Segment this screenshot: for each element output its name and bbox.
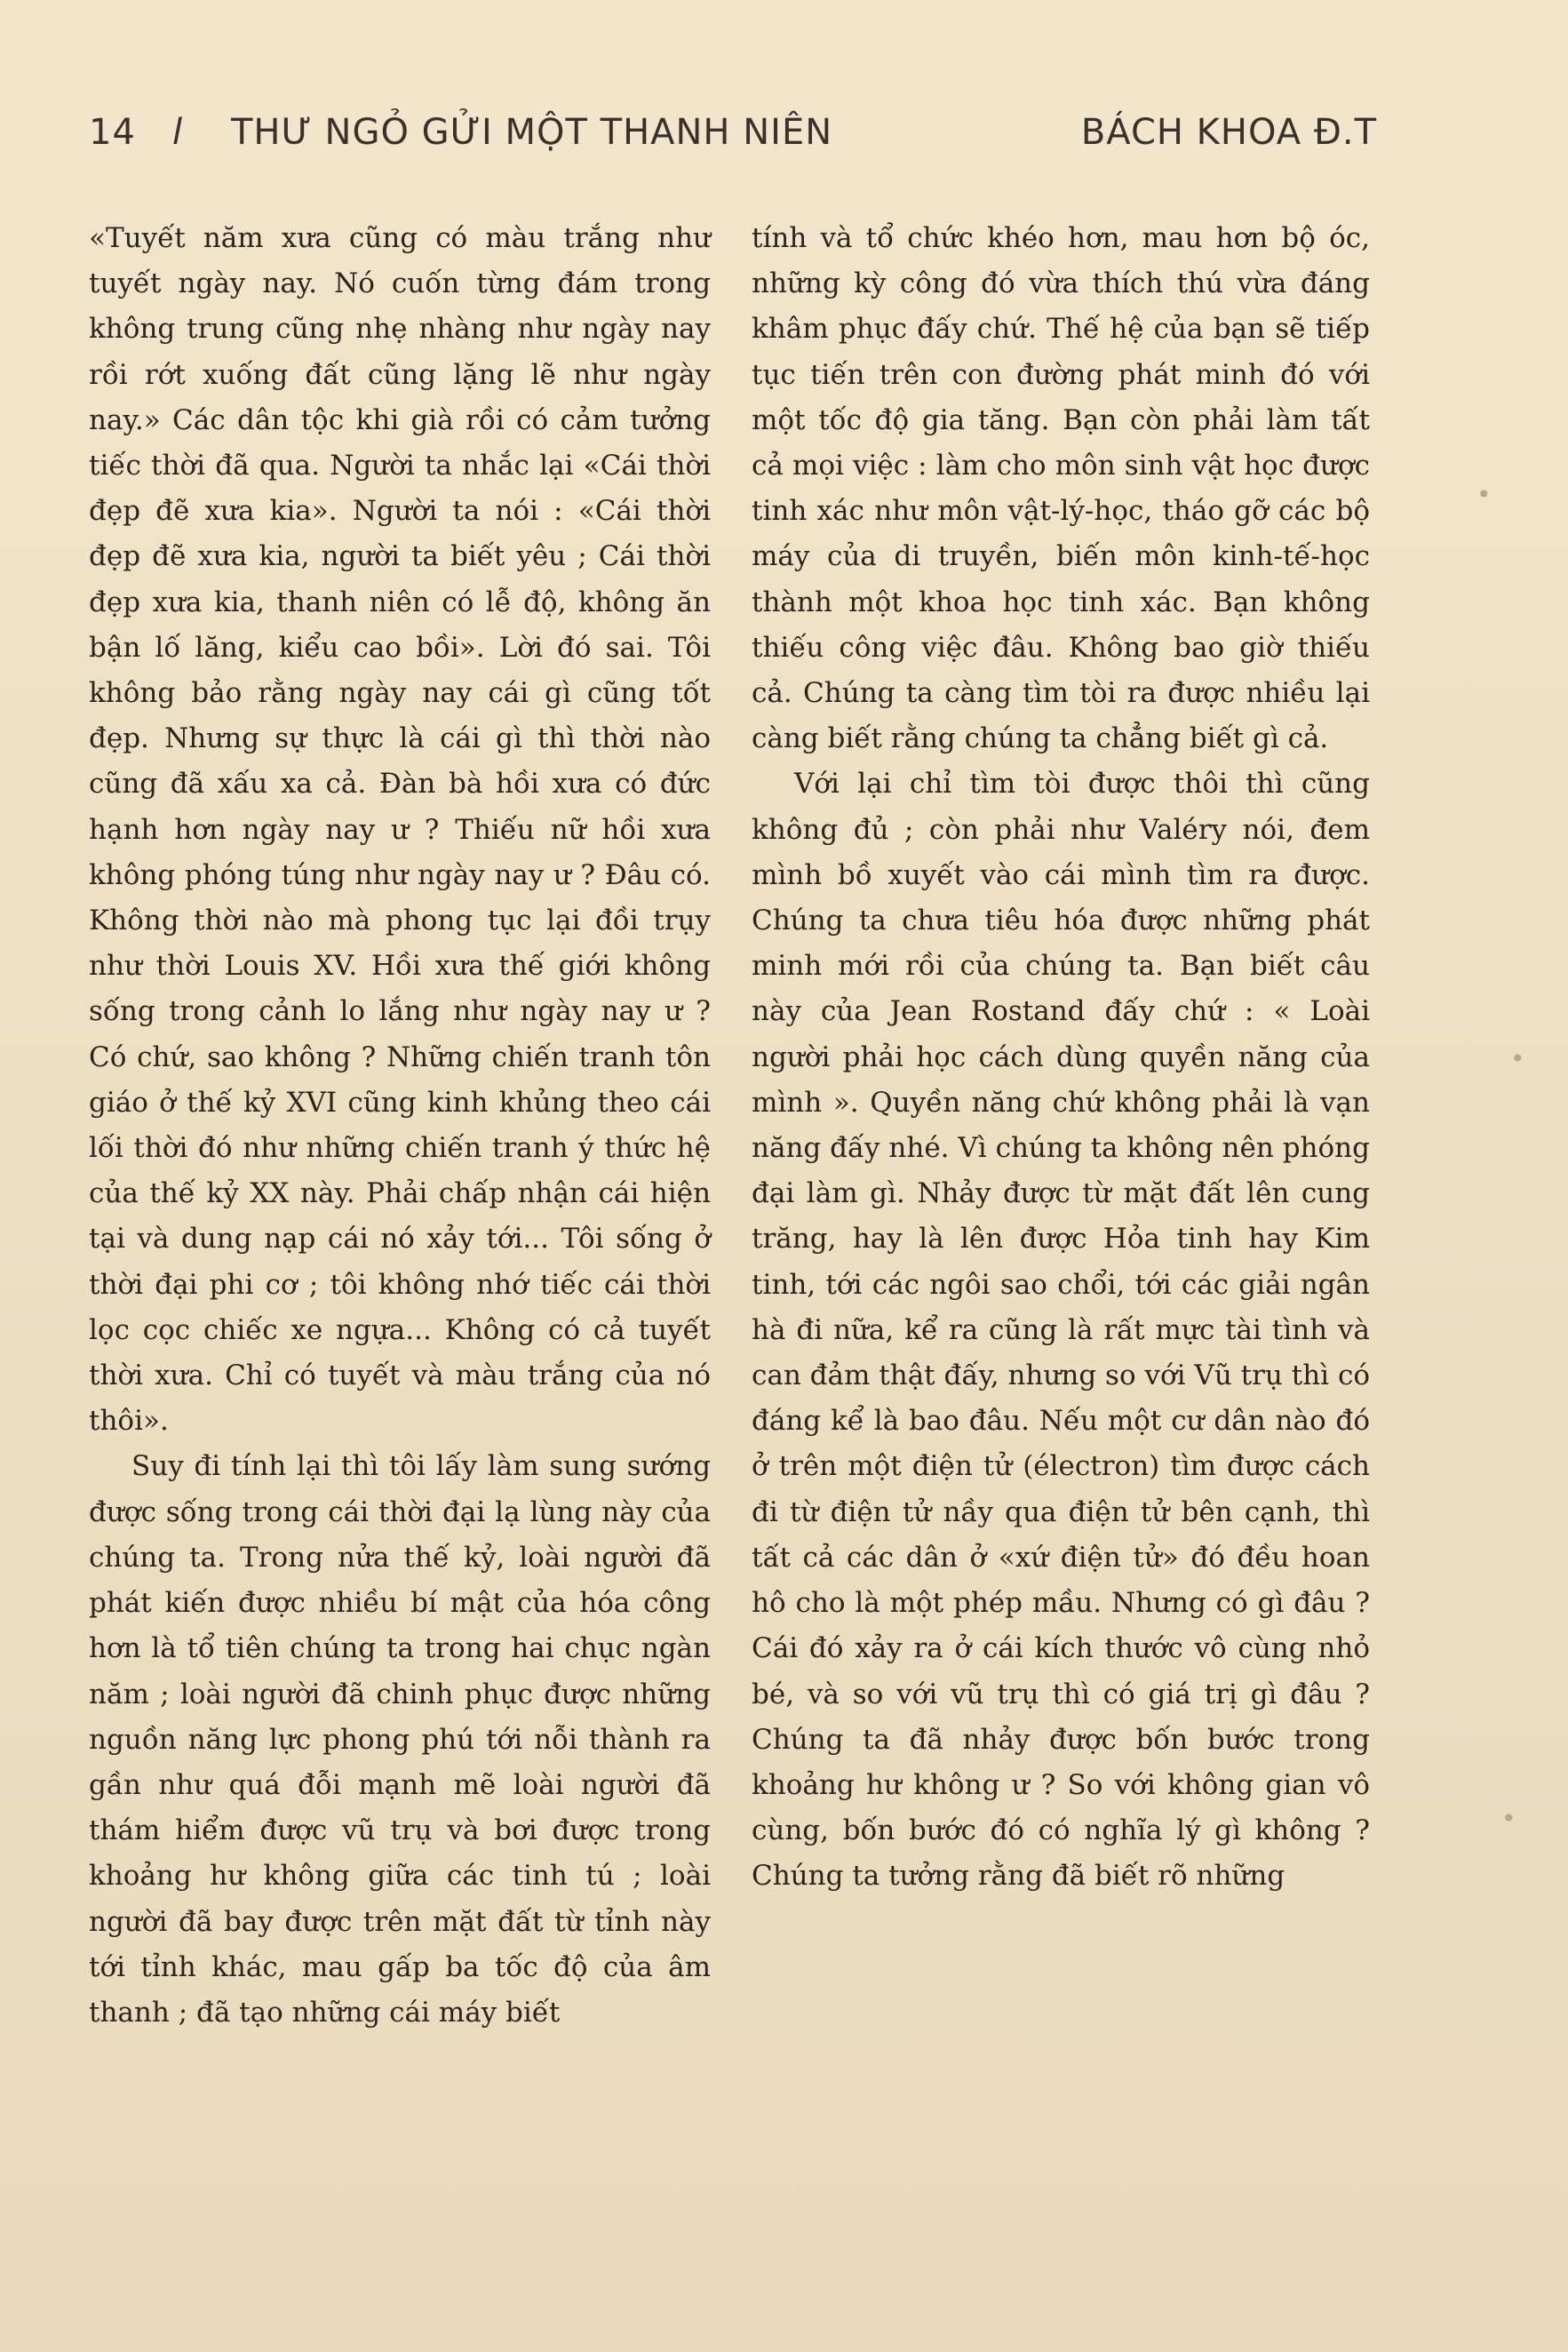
paragraph: Với lại chỉ tìm tòi được thôi thì cũng không đủ ; còn phải như Valéry nói, đem mình bồ xuyết vào cái mình tìm ra được. Chúng ta chưa tiêu hóa được những phát minh mới rồi của chúng ta. Bạn biết câu này của Jean Rostand đấy chứ : « Loài người phải học cách dùng quyền năng của mình ». Quyền năng chứ không phải là vạn năng đấy nhé. Vì chúng ta không nên phóng đại làm gì. Nhảy được từ mặt đất lên cung trăng, hay là lên được Hỏa tinh hay Kim tinh, tới các ngôi sao chổi, tới các giải ngân hà đi nữa, kể ra cũng là rất mực tài tình và can đảm thật đấy, nhưng so với Vũ trụ thì có đáng kể là bao đâu. Nếu một cư dân nào đó ở trên một điện tử (électron) tìm được cách đi từ điện tử nầy qua điện tử bên cạnh, thì tất cả các dân ở «xứ điện tử» đó đều hoan hô cho là một phép mầu. Nhưng có gì đâu ? Cái đó xảy ra ở cái kích thước vô cùng nhỏ bé, và so với vũ trụ thì có giá trị gì đâu ? Chúng ta đã nhảy được bốn bước trong khoảng hư không ư ? So với không gian vô cùng, bốn bước đó có nghĩa lý gì không ? Chúng ta tưởng rằng đã biết rõ những <box>752 768 1370 1893</box>
paragraph: Suy đi tính lại thì tôi lấy làm sung sướng được sống trong cái thời đại lạ lùng này của chúng ta. Trong nửa thế kỷ, loài người đã phát kiến được nhiều bí mật của hóa công hơn là tổ tiên chúng ta trong hai chục ngàn năm ; loài người đã chinh phục được những nguồn năng lực phong phú tới nỗi thành ra gần như quá đỗi mạnh mẽ loài người đã thám hiểm được vũ trụ và bơi được trong khoảng hư không giữa các tinh tú ; loài người đã bay được trên mặt đất từ tỉnh này tới tỉnh khác, mau gấp ba tốc độ của âm thanh ; đã tạo những cái máy biết <box>89 1450 711 2029</box>
paragraph: «Tuyết năm xưa cũng có màu trắng như tuyết ngày nay. Nó cuốn từng đám trong không trung cũng nhẹ nhàng như ngày nay rồi rớt xuống đất cũng lặng lẽ như ngày nay.» Các dân tộc khi già rồi có cảm tưởng tiếc thời đã qua. Người ta nhắc lại «Cái thời đẹp đẽ xưa kia». Người ta nói : «Cái thời đẹp đẽ xưa kia, người ta biết yêu ; Cái thời đẹp xưa kia, thanh niên có lễ độ, không ăn bận lố lăng, kiểu cao bồi». Lời đó sai. Tôi không bảo rằng ngày nay cái gì cũng tốt đẹp. Nhưng sự thực là cái gì thì thời nào cũng đã xấu xa cả. Đàn bà hồi xưa có đức hạnh hơn ngày nay ư ? Thiếu nữ hồi xưa không phóng túng như ngày nay ư ? Đâu có. Không thời nào mà phong tục lại đồi trụy như thời Louis XV. Hồi xưa thế giới không sống trong cảnh lo lắng như ngày nay ư ? Có chứ, sao không ? Những chiến tranh tôn giáo ở thế kỷ XVI cũng kinh khủng theo cái lối thời đó như những chiến tranh ý thức hệ của thế kỷ XX này. Phải chấp nhận cái hiện tại và dung nạp cái nó xảy tới... Tôi sống ở thời đại phi cơ ; tôi không nhớ tiếc cái thời lọc cọc chiếc xe ngựa... Không có cả tuyết thời xưa. Chỉ có tuyết và màu trắng của nó thôi». <box>89 222 711 1438</box>
paragraph: tính và tổ chức khéo hơn, mau hơn bộ óc, những kỳ công đó vừa thích thú vừa đáng khâm phục đấy chứ. Thế hệ của bạn sẽ tiếp tục tiến trên con đường phát minh đó với một tốc độ gia tăng. Bạn còn phải làm tất cả mọi việc : làm cho môn sinh vật học được tinh xác như môn vật-lý-học, tháo gỡ các bộ máy của di truyền, biến môn kinh-tế-học thành một khoa học tinh xác. Bạn không thiếu công việc đâu. Không bao giờ thiếu cả. Chúng ta càng tìm tòi ra được nhiều lại càng biết rằng chúng ta chẳng biết gì cả. <box>752 222 1370 755</box>
margin-speck: • <box>1476 480 1492 509</box>
page-number: 14 <box>89 112 136 153</box>
left-column <box>89 216 711 2036</box>
running-header <box>89 112 1377 174</box>
article-title: THƯ NGỎ GỬI MỘT THANH NIÊN <box>231 112 833 153</box>
margin-speck: • <box>1501 1804 1516 1833</box>
margin-speck: • <box>1510 1044 1525 1073</box>
right-column <box>752 216 1370 1900</box>
header-separator: l <box>172 112 184 153</box>
magazine-name: BÁCH KHOA Đ.T <box>1080 112 1377 153</box>
